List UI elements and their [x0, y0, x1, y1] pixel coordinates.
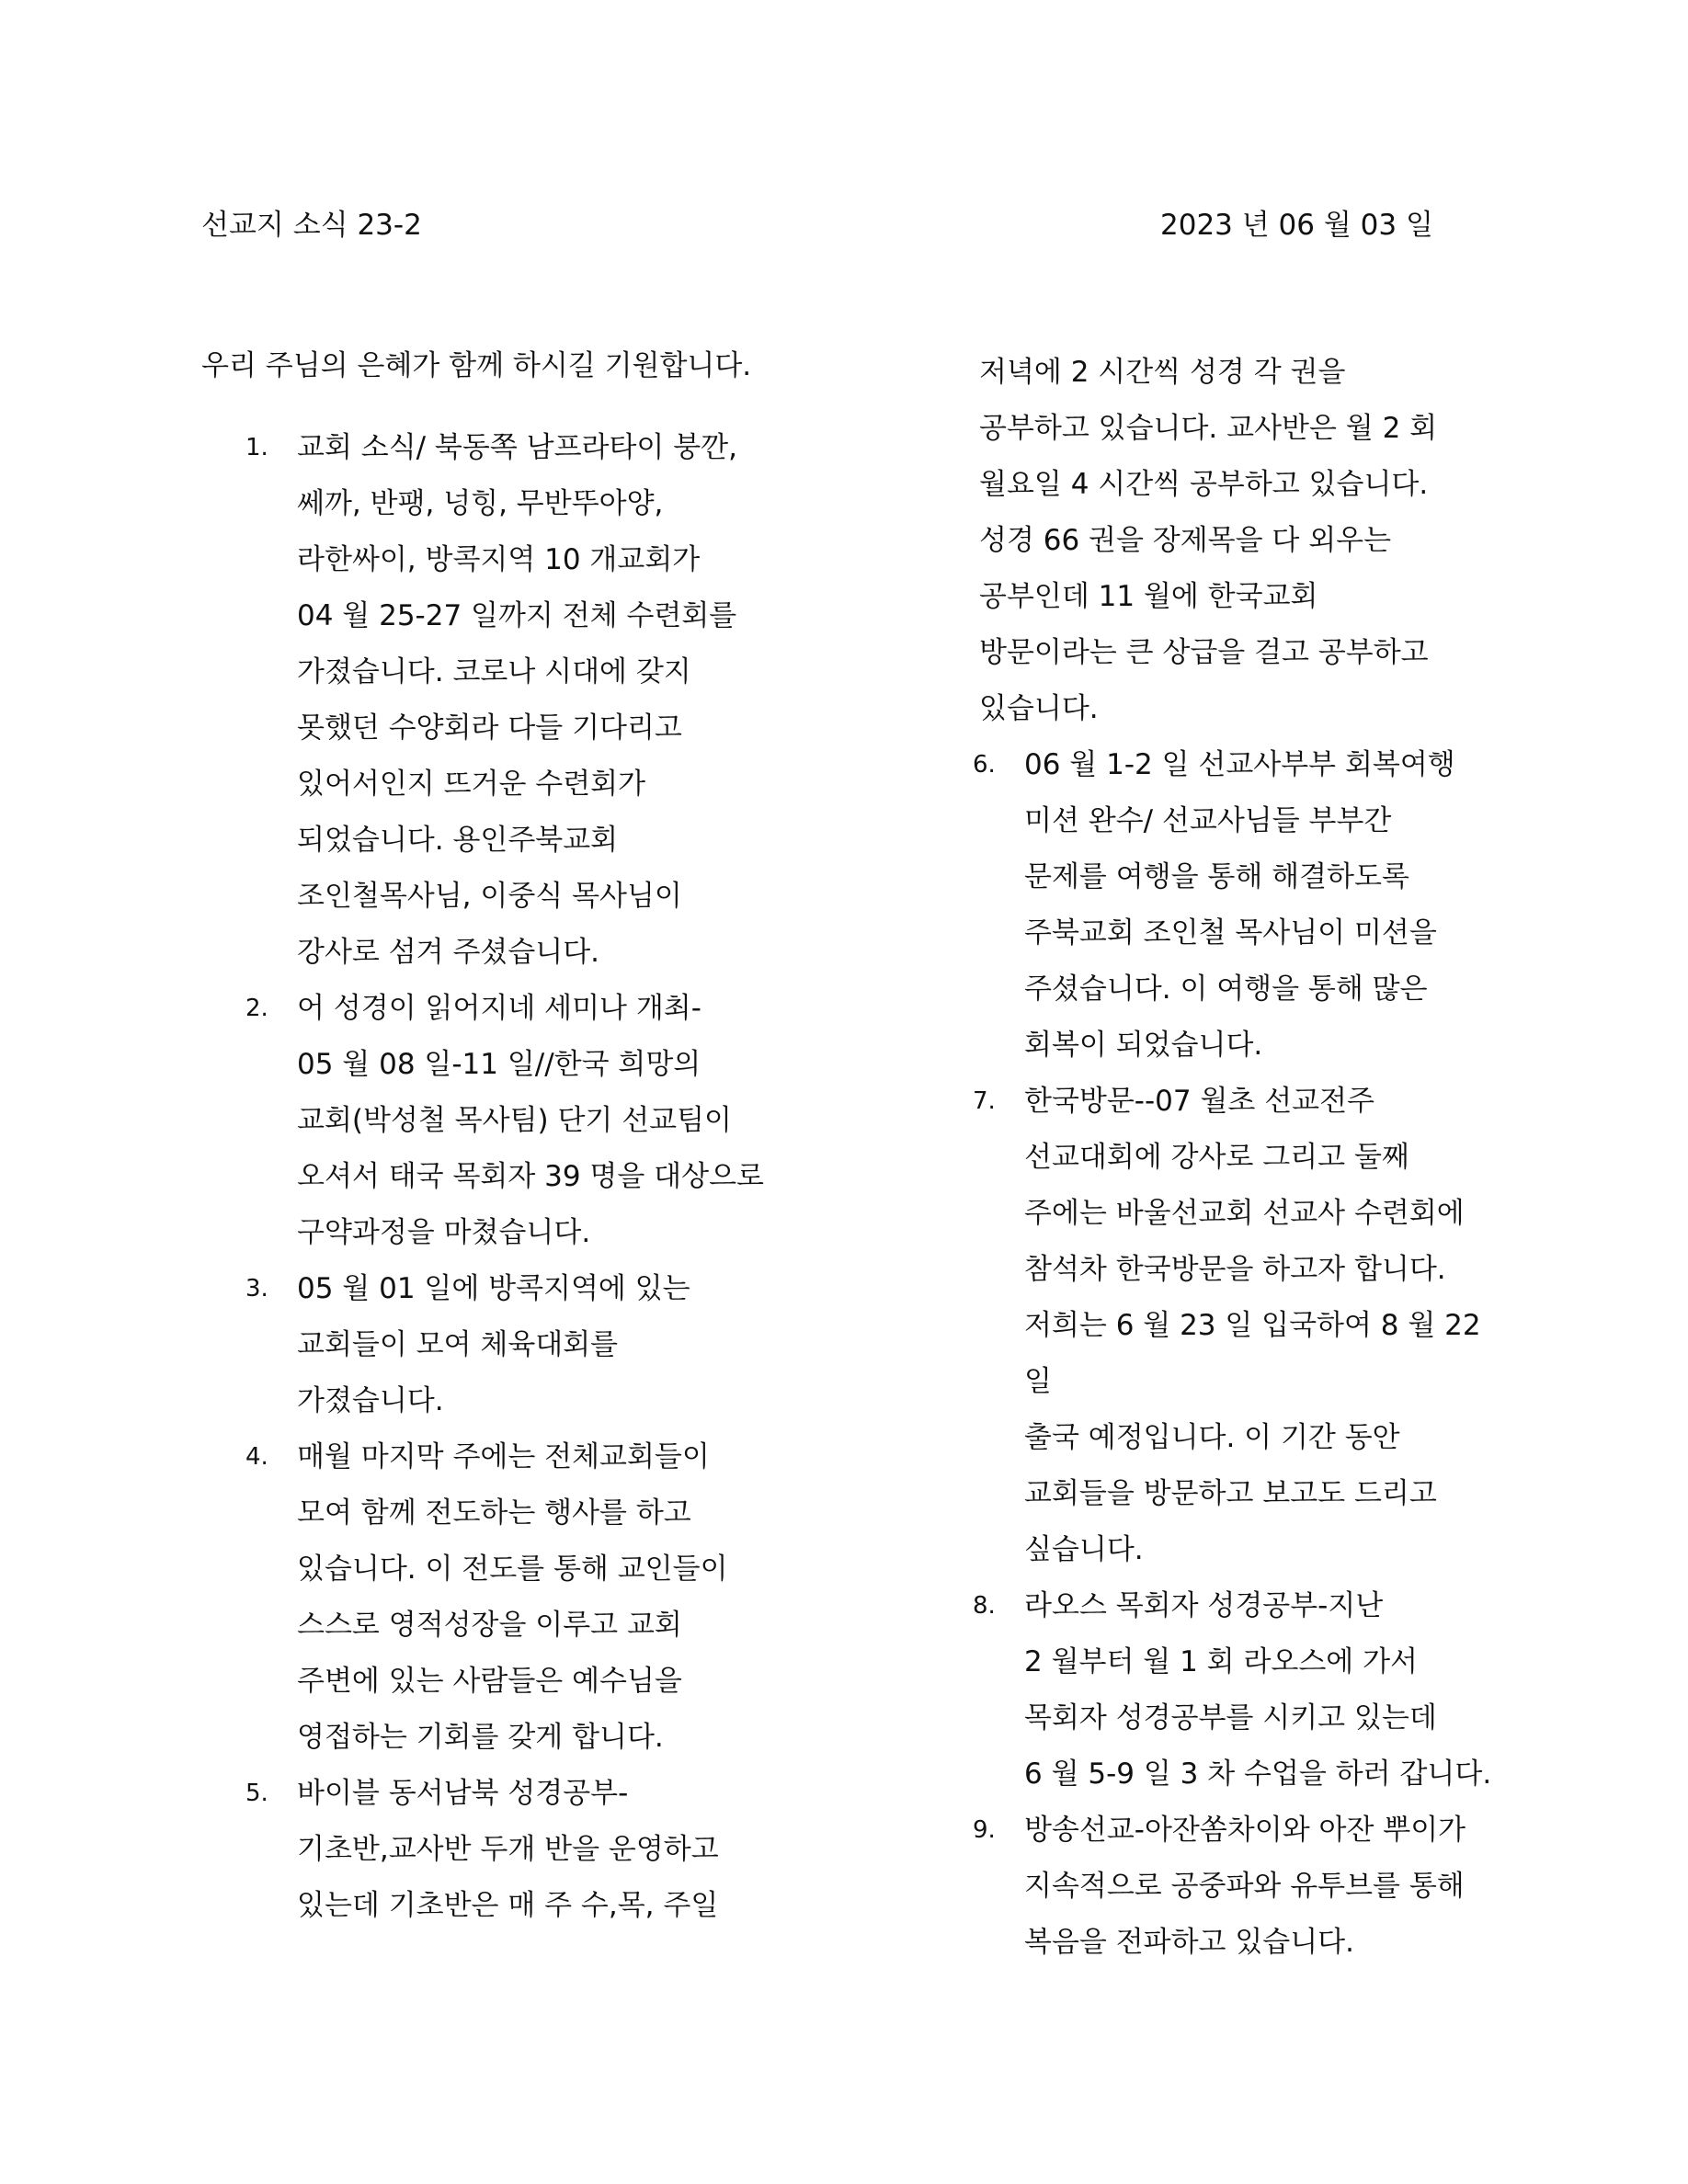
item-number: 9. — [973, 1816, 996, 1844]
item-text: 교회 소식/ 북동쪽 남프라타이 붕깐, 쎄까, 반팽, 넝힝, 무반뚜아양, 라한싸이, 방콕지역 10 개교회가 04 월 25-27 일까지 전체 수련회를 가졌습니다. 코로나 시대에 갖지 못했던 수양회라 다들 기다리고 있어서인지 뜨거운 수련회가 되었습니다. 용인주북교회 조인철목사님, 이중식 목사님이 강사로 섬겨 주셨습니다. — [297, 431, 737, 969]
list-item-8 — [929, 1578, 1517, 1803]
item-number: 4. — [245, 1443, 268, 1471]
item-number: 7. — [973, 1087, 996, 1115]
item-text: 한국방문--07 월초 선교전주 선교대회에 강사로 그리고 둘째 주에는 바울선교회 선교사 수련회에 참석차 한국방문을 하고자 합니다. 저희는 6 월 23 일 입국하여 8 월 22 일 출국 예정입니다. 이 기간 동안 교회들을 방문하고 보고도 드리고 싶습니다. — [1024, 1085, 1481, 1566]
newsletter-date: 2023 년 06 월 03 일 — [1160, 209, 1433, 242]
list-item-3 — [201, 1261, 808, 1429]
list-item-5 — [201, 1766, 808, 1934]
item-number: 1. — [245, 434, 268, 461]
right-column — [929, 345, 1517, 1971]
list-item-6 — [929, 737, 1517, 1074]
list-item-7 — [929, 1074, 1517, 1578]
item-text: 라오스 목회자 성경공부-지난 2 월부터 월 1 회 라오스에 가서 목회자 성경공부를 시키고 있는데 6 월 5-9 일 3 차 수업을 하러 갑니다. — [1024, 1589, 1492, 1791]
list-item-4 — [201, 1429, 808, 1766]
list-item-2 — [201, 981, 808, 1261]
list-item-9 — [929, 1803, 1517, 1971]
item-text: 05 월 01 일에 방콕지역에 있는 교회들이 모여 체육대회를 가졌습니다. — [297, 1272, 690, 1417]
item-5-continuation: 저녁에 2 시간씩 성경 각 권을 공부하고 있습니다. 교사반은 월 2 회 월요일 4 시간씩 공부하고 있습니다. 성경 66 권을 장제목을 다 외우는 공부인데 11 월에 한국교회 방문이라는 큰 상급을 걸고 공부하고 있습니다. — [979, 356, 1438, 725]
newsletter-title: 선교지 소식 23-2 — [201, 209, 422, 242]
item-number: 3. — [245, 1275, 268, 1302]
item-number: 6. — [973, 751, 996, 779]
greeting-line: 우리 주님의 은혜가 함께 하시길 기원합니다. — [201, 349, 752, 382]
item-number: 2. — [245, 995, 268, 1022]
item-number: 8. — [973, 1592, 996, 1620]
item-number: 5. — [245, 1780, 268, 1807]
item-text: 방송선교-아잔쏨차이와 아잔 뿌이가 지속적으로 공중파와 유투브를 통해 복음을 전파하고 있습니다. — [1024, 1814, 1466, 1959]
item-text: 어 성경이 읽어지네 세미나 개최- 05 월 08 일-11 일//한국 희망의 교회(박성철 목사팀) 단기 선교팀이 오셔서 태국 목회자 39 명을 대상으로 구약과정을 마쳤습니다. — [297, 992, 764, 1249]
item-text: 매월 마지막 주에는 전체교회들이 모여 함께 전도하는 행사를 하고 있습니다. 이 전도를 통해 교인들이 스스로 영적성장을 이루고 교회 주변에 있는 사람들은 예수님을 영접하는 기회를 갖게 합니다. — [297, 1440, 728, 1754]
list-item-1 — [201, 420, 808, 981]
left-column — [201, 420, 808, 1934]
item-text: 바이블 동서남북 성경공부- 기초반,교사반 두개 반을 운영하고 있는데 기초반은 매 주 수,목, 주일 — [297, 1777, 719, 1922]
item-text: 06 월 1-2 일 선교사부부 회복여행 미션 완수/ 선교사님들 부부간 문제를 여행을 통해 해결하도록 주북교회 조인철 목사님이 미션을 주셨습니다. 이 여행을 통해 많은 회복이 되었습니다. — [1024, 748, 1455, 1062]
